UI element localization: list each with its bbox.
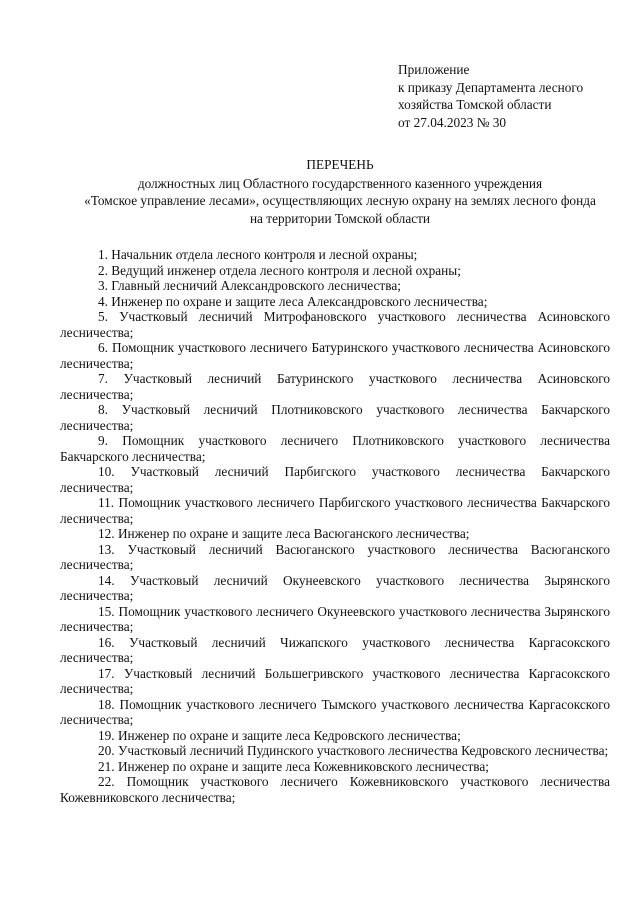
list-item: 4. Инженер по охране и защите леса Александровского лесничества; [98,293,488,309]
list-item: 3. Главный лесничий Александровского лесничества; [98,278,401,293]
heading-line: на территории Томской области [249,210,431,226]
list-item: 9. Помощник участкового лесничего Плотниковского участкового лесничества Бакчарского лесничества; [60,433,610,464]
list-item: 16. Участковый лесничий Чижапского участкового лесничества Каргасокского лесничества; [60,634,610,665]
list-item: 15. Помощник участкового лесничего Окунеевского участкового лесничества Зырянского лесничества; [60,603,610,634]
list-item: 13. Участковый лесничий Васюганского участкового лесничества Васюганского лесничества; [60,541,610,572]
document-heading [40,156,640,227]
list-item: 7. Участковый лесничий Батуринского участкового лесничества Асиновского лесничества; [60,371,610,402]
list-item: 5. Участковый лесничий Митрофановского участкового лесничества Асиновского лесничества; [60,309,610,340]
list-item: 12. Инженер по охране и защите леса Васюганского лесничества; [98,526,470,541]
list-item: 18. Помощник участкового лесничего Тымского участкового лесничества Каргасокского лесничества; [60,696,610,727]
appendix-block [398,61,628,131]
appendix-date-line: от 27.04.2023 № 30 [398,114,507,130]
appendix-line: к приказу Департамента лесного [398,79,584,95]
list-item: 8. Участковый лесничий Плотниковского участкового лесничества Бакчарского лесничества; [60,402,610,433]
list-item: 10. Участковый лесничий Парбигского участкового лесничества Бакчарского лесничества; [60,464,610,495]
list-item: 2. Ведущий инженер отдела лесного контроля и лесной охраны; [98,262,461,278]
list-item: 22. Помощник участкового лесничего Кожевниковского участкового лесничества Кожевниковского лесничества; [60,774,610,805]
list-item: 21. Инженер по охране и защите леса Кожевниковского лесничества; [98,758,490,774]
list-item: 6. Помощник участкового лесничего Батуринского участкового лесничества Асиновского лесничества; [60,340,610,371]
list-item: 14. Участковый лесничий Окунеевского участкового лесничества Зырянского лесничества; [60,572,610,603]
list-item: 11. Помощник участкового лесничего Парбигского участкового лесничества Бакчарского лесничества; [60,495,610,526]
positions-list [60,247,610,805]
document-title: ПЕРЕЧЕНЬ [306,157,374,172]
heading-line: должностных лиц Областного государственного казенного учреждения [137,175,543,191]
appendix-line: Приложение [398,62,470,77]
list-item: 17. Участковый лесничий Большегривского участкового лесничества Каргасокского лесничества; [60,665,610,696]
list-item: 1. Начальник отдела лесного контроля и лесной охраны; [98,247,418,262]
list-item: 19. Инженер по охране и защите леса Кедровского лесничества; [98,727,461,743]
heading-line: «Томское управление лесами», осуществляющих лесную охрану на землях лесного фонда [84,193,596,208]
list-item: 20. Участковый лесничий Пудинского участкового лесничества Кедровского лесничества; [98,743,609,758]
appendix-line: хозяйства Томской области [398,97,552,112]
